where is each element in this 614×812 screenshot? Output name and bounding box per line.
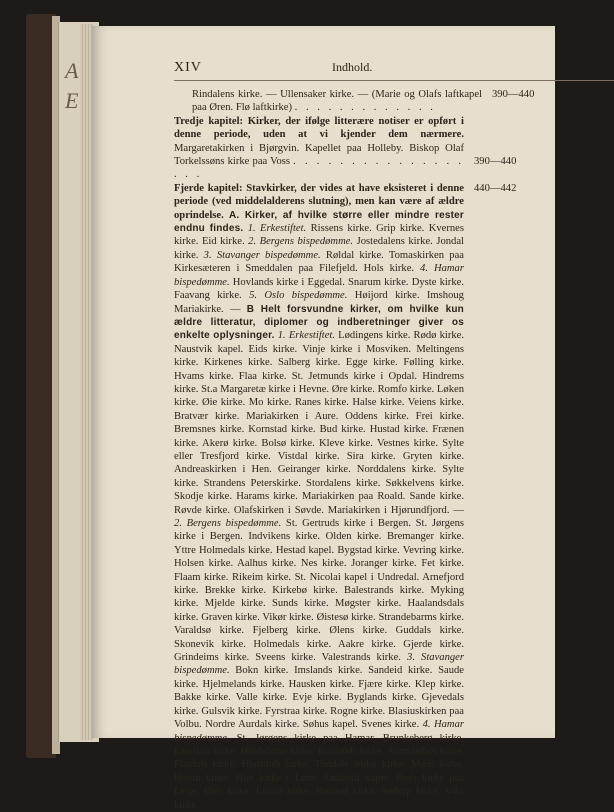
book-page (92, 26, 555, 811)
toc-page-range: 390—440 (474, 155, 517, 167)
toc-entry-text: Tredje kapitel: Kirker, der ifølge litterære notiser er opført i denne periode, uden at vi kjender dem nærmere. Margaretakirken i Bjørgvin. Kapellet paa Holleby. Biskop Olaf Torkelssøns kirke paa Voss . . . . . . . . . . . . . . . . . . (174, 115, 465, 181)
running-head: Indhold. (332, 60, 373, 74)
page-header (174, 60, 614, 81)
toc-entry-text: Rindalens kirke. — Ullensaker kirke. — (Marie og Olafs laftkapel paa Øren. Flø laftkirke) . . . . . . . . . . . . . (192, 89, 482, 114)
toc-entry (174, 88, 614, 115)
page-number: XIV (174, 60, 202, 75)
toc-page-range: 440—442 (474, 182, 517, 194)
toc-entry-text: Fjerde kapitel: Stavkirker, der vides at have eksisteret i denne periode (ved middelalderens slutning), men kan være af ældre oprindelse. A. Kirker, af hvilke større eller mindre rester endnu findes. 1. Erkestiftet. Rissens kirke. Grip kirke. Kvernes kirke. Eid kirke. 2. Bergens bispedømme. Jostedalens kirke. Jondal kirke. 3. Stavanger bispedømme. Røldal kirke. Tomaskirken paa Kirkesæteren i Smeddalen paa Filefjeld. Hols kirke. 4. Hamar bispedømme. Hovlands kirke i Eggedal. Snarum kirke. Dyste kirke. Faavang kirke. 5. Oslo bispedømme. Høijord kirke. Imshoug Mariakirke. — B Helt forsvundne kirker, om hvilke kun ældre litteratur, diplomer og indberetninger giver os enkelte oplysninger. 1. Erkestiftet. Lødingens kirke. Rødø kirke. Naustvik kapel. Eids kirke. Vinje kirke i Mosviken. Meltingens kirke. Kirkenes kirke. Salberg kirke. Egge kirke. Følling kirke. Hvams kirke. Flaa kirke. St. Jetmunds kirke i Opdal. Hindrems kirke. St.a Margaretæ kirke i Hevne. Øre kirke. Romfo kirke. Løken kirke. Øie kirke. Mo kirke. Ranes kirke. Halse kirke. Veiens kirke. Bratvær kirke. Mariakirken i Aure. Oddens kirke. Frei kirke. Bremsnes kirke. Kornstad kirke. Bud kirke. Hustad kirke. Frænen kirke. Akerø kirke. Bolsø kirke. Kleve kirke. Vestnes kirke. Sylte eller Tresfjord kirke. Vistdal kirke. Sira kirke. Gryten kirke. Andreaskirken i Hen. Geiranger kirke. Norddalens kirke. Sylte kirke. Strandens Peterskirke. Stordalens kirke. Søkkelvens kirke. Skodje kirke. Harams kirke. Mariakirken paa Roald. Sande kirke. Røvde kirke. Olafskirken i Søvde. Mariakirken i Hjørundfjord. — 2. Bergens bispedømme. St. Gertruds kirke i Bergen. St. Jørgens kirke i Bergen. Indvikens kirke. Olden kirke. Bremanger kirke. Yttre Holmedals kirke. Hestad kapel. Bygstad kirke. Vevring kirke. Holsen kirke. Aalhus kirke. Nes kirke. Joranger kirke. Fet kirke. Flaam kirke. Rikeim kirke. St. Nicolai kapel i Undredal. Arnefjord kirke. Brekke kirke. Kirkebø kirke. Balestrands kirke. Myking kirke. Mjelde kirke. Sunds kirke. Møgster kirke. Haalandsdals kirke. Graven kirke. Vikør kirke. Øistesø kirke. Strandebarms kirke. Varaldsø kirke. Fjelberg kirke. Ølens kirke. Guddals kirke. Skonevik kirke. Holmedals kirke. Aakre kirke. Gjerde kirke. Grindeims kirke. Sveens kirke. Valestrands kirke. 3. Stavanger bispedømme. Bokn kirke. Imslands kirke. Sandeid kirke. Saude kirke. Hjelmelands kirke. Hausken kirke. Fjære kirke. Klep kirke. Bakke kirke. Valle kirke. Evje kirke. Byglands kirke. Gjevedals kirke. Gulsvik kirke. Fyrstraa kirke. Rogne kirke. Blasiuskirken paa Volbu. Nordre Aurdals kirke. Søhus kapel. Svenes kirke. 4. Hamar bispedømme. St. Jørgens kirke paa Hamar. Brunkeberg kirke. Laardals kirke. Høidalsmo kirke. Raulands kirke. Aamotsdals kirke. Flatdals kirke. Hjartdals kirke. Tuddals ældre kirke. Mæls kirke. Hovin kirke. Hov kirke i Lom. Andvord kapel. Hofs kirke paa Lesje. Øier kirke. Listad kirke. Rolstad kirke. Sødorp kirke. Viks kirke. (174, 182, 465, 811)
toc-entry (174, 182, 614, 812)
toc-entry (174, 115, 614, 182)
margin-scrawl: A E (65, 58, 79, 113)
toc-page-range: 390—440 (492, 89, 535, 100)
table-of-contents (174, 88, 614, 812)
